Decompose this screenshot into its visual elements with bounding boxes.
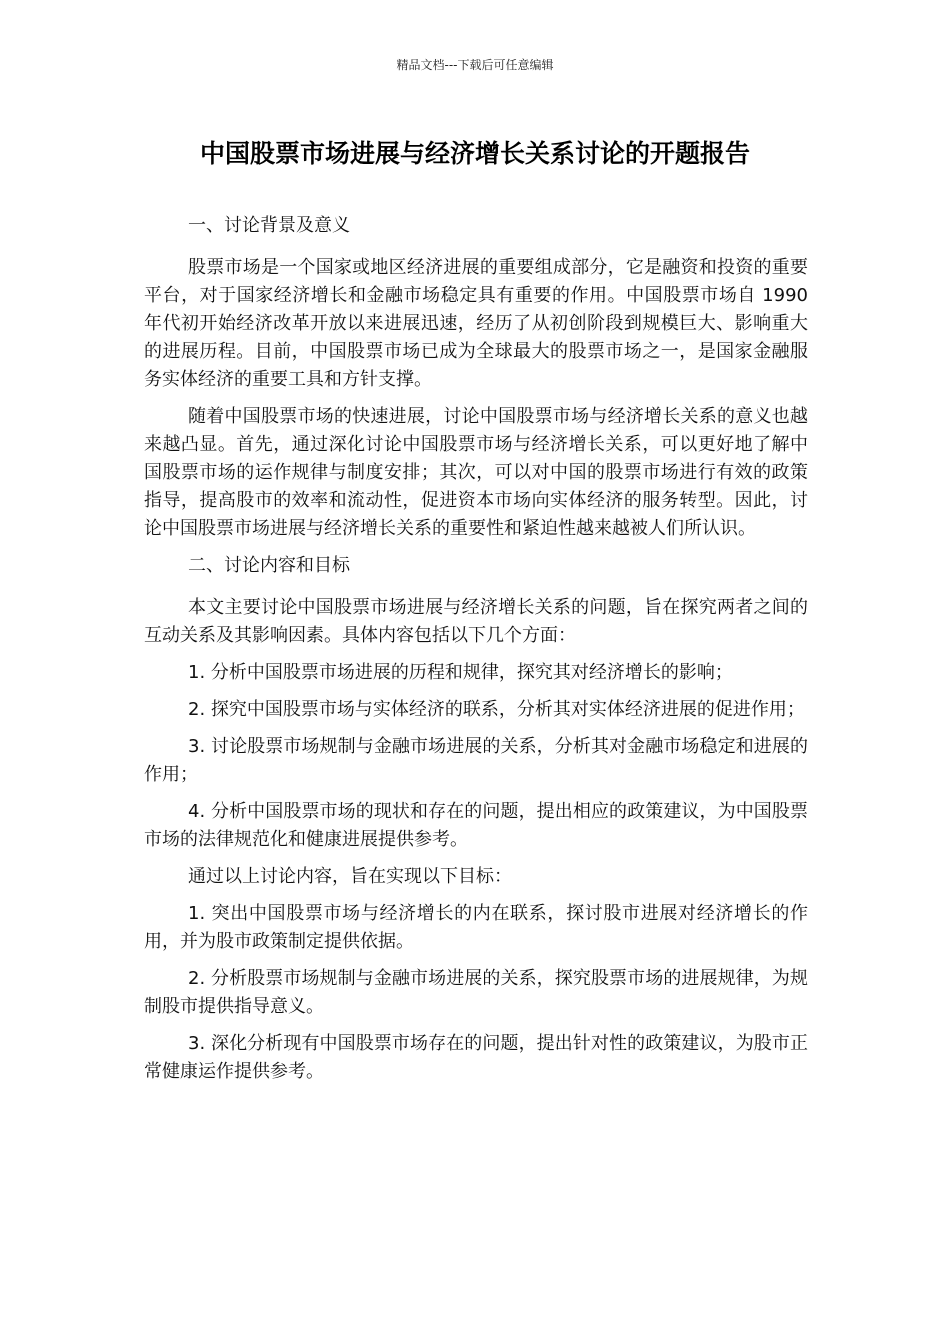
section-heading-content-goals: 二、讨论内容和目标 — [188, 555, 350, 576]
content-list-item-4: 4. 分析中国股票市场的现状和存在的问题，提出相应的政策建议，为中国股票市场的法律规范化和健康进展提供参考。 — [144, 801, 808, 850]
paragraph-background-2: 随着中国股票市场的快速进展，讨论中国股票市场与经济增长关系的意义也越来越凸显。首先，通过深化讨论中国股票市场与经济增长关系，可以更好地了解中国股票市场的运作规律与制度安排；其次，可以对中国的股票市场进行有效的政策指导，提高股市的效率和流动性，促进资本市场向实体经济的服务转型。因此，讨论中国股票市场进展与经济增长关系的重要性和紧迫性越来越被人们所认识。 — [144, 406, 808, 539]
content-list-item-1: 1. 分析中国股票市场进展的历程和规律，探究其对经济增长的影响； — [188, 662, 733, 683]
content-list-item-2: 2. 探究中国股票市场与实体经济的联系，分析其对实体经济进展的促进作用； — [188, 699, 805, 720]
content-list-item-3: 3. 讨论股票市场规制与金融市场进展的关系，分析其对金融市场稳定和进展的作用； — [144, 736, 808, 785]
goal-list-item-1: 1. 突出中国股票市场与经济增长的内在联系，探讨股市进展对经济增长的作用，并为股市政策制定提供依据。 — [144, 903, 808, 952]
paragraph-background-1: 股票市场是一个国家或地区经济进展的重要组成部分，它是融资和投资的重要平台，对于国家经济增长和金融市场稳定具有重要的作用。中国股票市场自 1990 年代初开始经济改革开放以来进展迅速，经历了从初创阶段到规模巨大、影响重大的进展历程。目前，中国股票市场已成为全球最大的股票市场之一，是国家金融服务实体经济的重要工具和方针支撑。 — [144, 257, 808, 390]
section-heading-background: 一、讨论背景及意义 — [188, 215, 350, 236]
paragraph-goals-intro: 通过以上讨论内容，旨在实现以下目标： — [188, 866, 512, 887]
page-header: 精品文档---下载后可任意编辑 — [396, 58, 554, 72]
document-body — [144, 212, 808, 1095]
goal-list-item-2: 2. 分析股票市场规制与金融市场进展的关系，探究股票市场的进展规律，为规制股市提供指导意义。 — [144, 968, 808, 1017]
document-title: 中国股票市场进展与经济增长关系讨论的开题报告 — [199, 139, 750, 168]
paragraph-content-intro: 本文主要讨论中国股票市场进展与经济增长关系的问题，旨在探究两者之间的互动关系及其影响因素。具体内容包括以下几个方面： — [144, 597, 808, 646]
goal-list-item-3: 3. 深化分析现有中国股票市场存在的问题，提出针对性的政策建议，为股市正常健康运作提供参考。 — [144, 1033, 808, 1082]
